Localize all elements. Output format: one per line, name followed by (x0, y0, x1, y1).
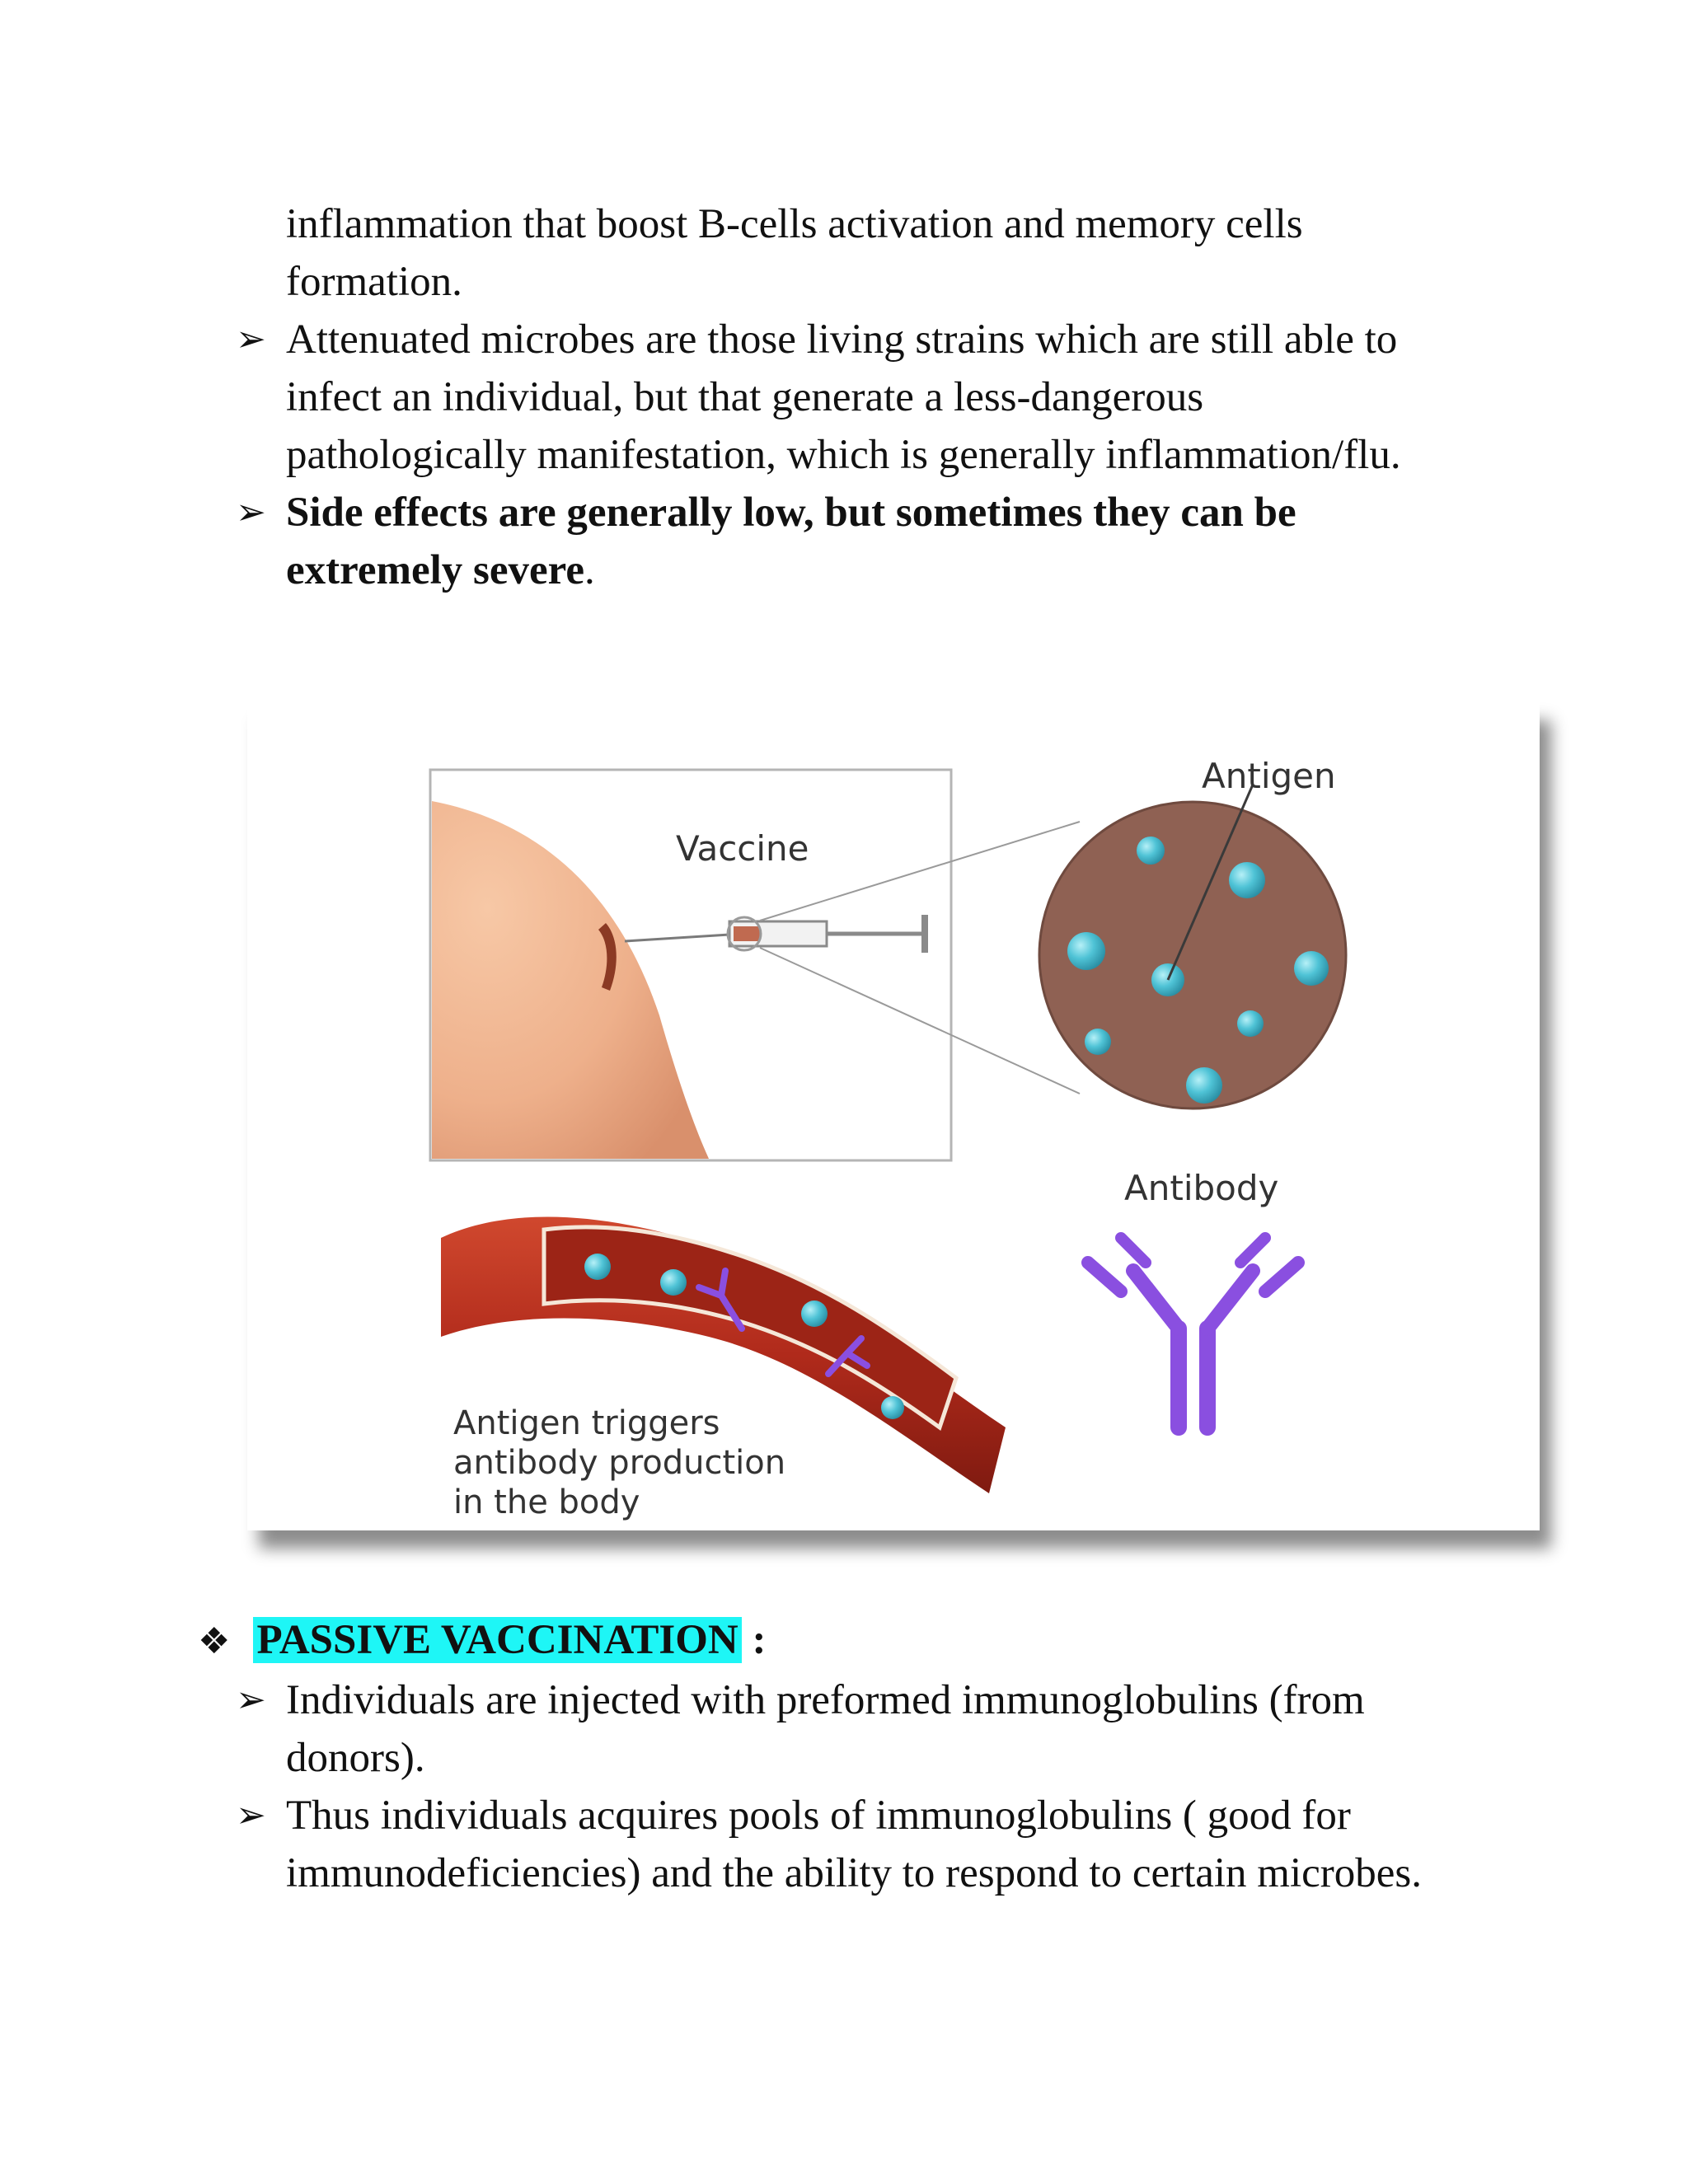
diamond-bullet-icon: ❖ (198, 1620, 231, 1662)
antigen-particle (1294, 951, 1329, 986)
antigen-particle (1085, 1029, 1111, 1055)
vaccination-illustration (247, 702, 1540, 1530)
bullet-side-effects-line-2 (286, 546, 595, 595)
antigen-particle (1186, 1067, 1222, 1104)
vessel-antigen-particle (660, 1269, 687, 1296)
heading-colon: : (752, 1617, 767, 1663)
caption-line-3: in the body (453, 1483, 640, 1521)
antigen-particle (1067, 932, 1105, 970)
vaccination-figure (247, 702, 1540, 1530)
bullet-side-effects-line-1: Side effects are generally low, but sometimes they can be (286, 490, 1296, 536)
passive-vaccination-title: PASSIVE VACCINATION (253, 1617, 741, 1663)
antibody-icon (1088, 1238, 1298, 1427)
antigen-particle (1137, 837, 1165, 865)
side-effects-period: . (584, 547, 595, 593)
vessel-antigen-particle (801, 1301, 828, 1327)
antigen-particle (1237, 1010, 1264, 1037)
antigen-magnified-circle (1039, 785, 1346, 1108)
vessel-antigen-particle (584, 1254, 611, 1280)
antigen-particle (1229, 862, 1265, 898)
bullet-attenuated-line-3: pathologically manifestation, which is generally inflammation/flu. (286, 432, 1401, 478)
arrow-bullet-icon: ➢ (236, 491, 266, 533)
arrow-bullet-icon: ➢ (236, 1679, 266, 1721)
bullet-pools-line-2: immunodeficiencies) and the ability to respond to certain microbes. (286, 1850, 1422, 1896)
bullet-injected-line-1: Individuals are injected with preformed immunoglobulins (from (286, 1677, 1365, 1723)
bullet-attenuated-line-2: infect an individual, but that generate a less-dangerous (286, 374, 1204, 420)
antibody-label: Antibody (1124, 1168, 1279, 1208)
antigen-label: Antigen (1202, 756, 1336, 796)
bullet-pools-line-1: Thus individuals acquires pools of immunoglobulins ( good for (286, 1793, 1351, 1839)
passive-vaccination-heading (198, 1615, 766, 1666)
vessel-antigen-particle (881, 1396, 904, 1419)
arrow-bullet-icon: ➢ (236, 1794, 266, 1836)
side-effects-emphasis: extremely severe (286, 547, 584, 593)
bullet-injected-line-2: donors). (286, 1735, 425, 1781)
arrow-bullet-icon: ➢ (236, 318, 266, 360)
caption-line-2: antibody production (453, 1444, 786, 1482)
caption-line-1: Antigen triggers (453, 1404, 720, 1442)
bullet-attenuated-line-1: Attenuated microbes are those living strains which are still able to (286, 316, 1398, 363)
continuation-line-1: inflammation that boost B-cells activation and memory cells (286, 201, 1303, 247)
continuation-line-2: formation. (286, 259, 462, 305)
vaccine-label: Vaccine (676, 828, 809, 869)
arm-injection-panel (430, 770, 951, 1160)
